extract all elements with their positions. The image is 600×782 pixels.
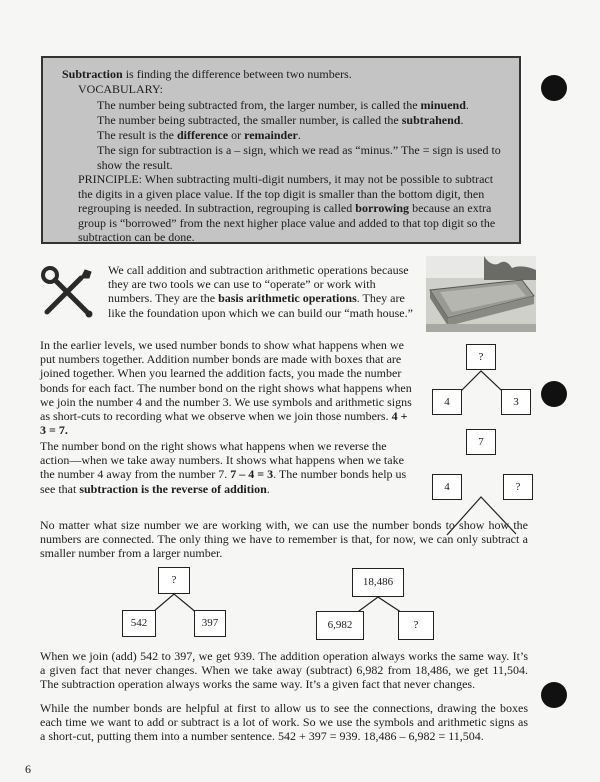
principle-text: PRINCIPLE: When subtracting multi-digit numbers, it may not be possible to subtract the digits in a given place value. If the top digit is smaller than the bottom digit, then regrouping is needed. In subtraction, regrouping is called borrowing because an extra group is “borrowed” from the next higher place value and added to that top digit so the subtraction can be done. bbox=[78, 172, 496, 245]
bond-top-box: ? bbox=[158, 567, 190, 594]
bond-right-box: ? bbox=[503, 474, 533, 500]
tools-paragraph: We call addition and subtraction arithmetic operations because they are two tools we can use to “operate” or work with numbers. They are the basis arithmetic operations. They are like the foundation upon which we can build our “math house.” bbox=[108, 263, 413, 320]
vocabulary-heading: VOCABULARY: bbox=[78, 82, 163, 96]
bond-top-box: ? bbox=[466, 344, 496, 370]
bond-top-box: 7 bbox=[466, 429, 496, 455]
result-definition: The result is the difference or remainder. bbox=[97, 128, 301, 142]
sign-definition: The sign for subtraction is a – sign, which we read as “minus.” The = sign is used to show the result. bbox=[97, 143, 501, 172]
page-number: 6 bbox=[25, 762, 31, 776]
bond-right-box: 397 bbox=[194, 610, 226, 637]
number-bond-subtraction-paragraph: The number bond on the right shows what happens when we reverse the action—when we take away numbers. It shows what happens when we take the number 4 away from the number 7. 7 – 4 = 3. The number bonds help us see that subtraction is the reverse of addition. bbox=[40, 439, 407, 496]
number-bond-addition-paragraph: In the earlier levels, we used number bonds to show what happens when we put numbers together. Addition number bonds are made with boxes that are joined together. When you learned the addition facts, you made the number bonds for each fact. The number bond on the right shows what happens when we join the number 4 and the number 3. We use symbols and arithmetic signs as short-cuts to recording what we observe when we join those numbers. 4 + 3 = 7. bbox=[40, 338, 412, 438]
subtraction-definition: Subtraction is finding the difference between two numbers. bbox=[62, 67, 352, 81]
bond-left-box: 4 bbox=[432, 474, 462, 500]
bond-right-box: ? bbox=[398, 611, 434, 640]
subtrahend-definition: The number being subtracted, the smaller number, is called the subtrahend. bbox=[97, 113, 464, 127]
bond-left-box: 6,982 bbox=[316, 611, 364, 640]
addition-subtraction-example-paragraph: When we join (add) 542 to 397, we get 939. The addition operation always works the same way. It’s a given fact that never changes. When we take away (subtract) 6,982 from 18,486, we get 11,504. The subtraction operation always works the same way. It’s a given fact that never changes. bbox=[40, 649, 528, 692]
bond-left-box: 4 bbox=[432, 389, 462, 415]
number-sentence-paragraph: While the number bonds are helpful at first to allow us to see the connections, drawing the boxes each time we want to add or subtract is a lot of work. So we use the symbols and arithmetic signs as a short-cut, putting them into a number sentence. 542 + 397 = 939. 18,486 – 6,982 = 11,504. bbox=[40, 701, 528, 744]
bond-left-box: 542 bbox=[122, 610, 156, 637]
bond-top-box: 18,486 bbox=[352, 568, 404, 597]
bond-right-box: 3 bbox=[501, 389, 531, 415]
number-size-paragraph: No matter what size number we are working with, we can use the number bonds to show how the numbers are connected. The only thing we have to remember is that, for now, we can only subtract a smaller number from a larger number. bbox=[40, 518, 528, 561]
minuend-definition: The number being subtracted from, the larger number, is called the minuend. bbox=[97, 98, 469, 112]
